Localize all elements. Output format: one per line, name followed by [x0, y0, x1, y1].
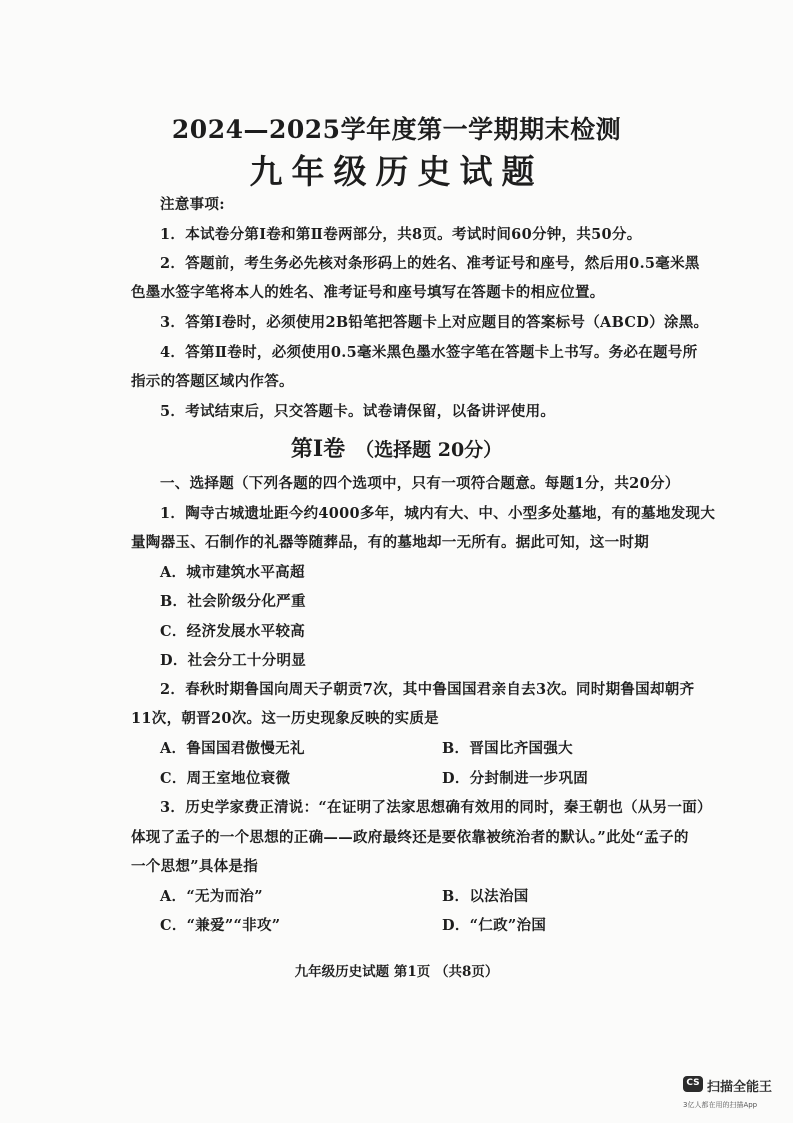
section-heading	[0, 432, 793, 463]
option-b: B．晋国比齐国强大	[442, 740, 573, 757]
question-stem: 11次，朝晋20次。这一历史现象反映的实质是	[131, 710, 439, 727]
notice-item: 2．答题前，考生务必先核对条形码上的姓名、准考证号和座号，然后用0.5毫米黑	[160, 255, 700, 272]
watermark-slogan: 3亿人都在用的扫描App	[683, 1101, 758, 1109]
option-a: A．城市建筑水平高超	[160, 564, 305, 581]
exam-subject-title: 九年级历史试题	[249, 152, 544, 191]
question-stem: 体现了孟子的一个思想的正确——政府最终还是要依靠被统治者的默认。”此处“孟子的	[131, 829, 689, 846]
section-subtitle: （选择题 20分）	[355, 439, 503, 461]
option-d: D．社会分工十分明显	[160, 652, 307, 669]
option-b: B．社会阶级分化严重	[160, 593, 306, 610]
exam-title: 2024—2025学年度第一学期期末检测	[171, 115, 622, 144]
notice-item: 指示的答题区域内作答。	[131, 373, 294, 390]
option-a: A．“无为而治”	[160, 888, 263, 905]
page-footer: 九年级历史试题 第1页 （共8页）	[294, 964, 499, 980]
option-b: B．以法治国	[442, 888, 529, 905]
question-stem: 2．春秋时期鲁国向周天子朝贡7次，其中鲁国国君亲自去3次。同时期鲁国却朝齐	[160, 681, 695, 698]
notice-item: 1．本试卷分第Ⅰ卷和第Ⅱ卷两部分，共8页。考试时间60分钟，共50分。	[160, 226, 642, 243]
option-a: A．鲁国国君傲慢无礼	[160, 740, 305, 757]
section-title: 第Ⅰ卷	[290, 436, 346, 462]
notice-item: 4．答第Ⅱ卷时，必须使用0.5毫米黑色墨水签字笔在答题卡上书写。务必在题号所	[160, 344, 698, 361]
option-c: C．“兼爱”“非攻”	[160, 917, 281, 934]
section-instruction: 一、选择题（下列各题的四个选项中，只有一项符合题意。每题1分，共20分）	[160, 475, 680, 492]
option-c: C．经济发展水平较高	[160, 623, 306, 640]
notice-item: 5．考试结束后，只交答题卡。试卷请保留，以备讲评使用。	[160, 403, 556, 420]
question-stem: 3．历史学家费正清说：“在证明了法家思想确有效用的同时，秦王朝也（从另一面）	[160, 799, 712, 816]
option-c: C．周王室地位衰微	[160, 770, 291, 787]
notice-heading: 注意事项:	[160, 196, 225, 213]
option-d: D．分封制进一步巩固	[442, 770, 589, 787]
option-d: D．“仁政”治国	[442, 917, 547, 934]
notice-item: 3．答第Ⅰ卷时，必须使用2B铅笔把答题卡上对应题目的答案标号（ABCD）涂黑。	[160, 314, 709, 331]
notice-item: 色墨水签字笔将本人的姓名、准考证号和座号填写在答题卡的相应位置。	[131, 284, 605, 301]
question-stem: 一个思想”具体是指	[131, 858, 259, 875]
question-stem: 1．陶寺古城遗址距今约4000多年，城内有大、中、小型多处墓地，有的墓地发现大	[160, 505, 716, 522]
camscanner-logo-icon: CS	[683, 1076, 703, 1092]
question-stem: 量陶器玉、石制作的礼器等随葬品，有的墓地却一无所有。据此可知，这一时期	[131, 534, 649, 551]
watermark-app-name: 扫描全能王	[707, 1080, 773, 1095]
